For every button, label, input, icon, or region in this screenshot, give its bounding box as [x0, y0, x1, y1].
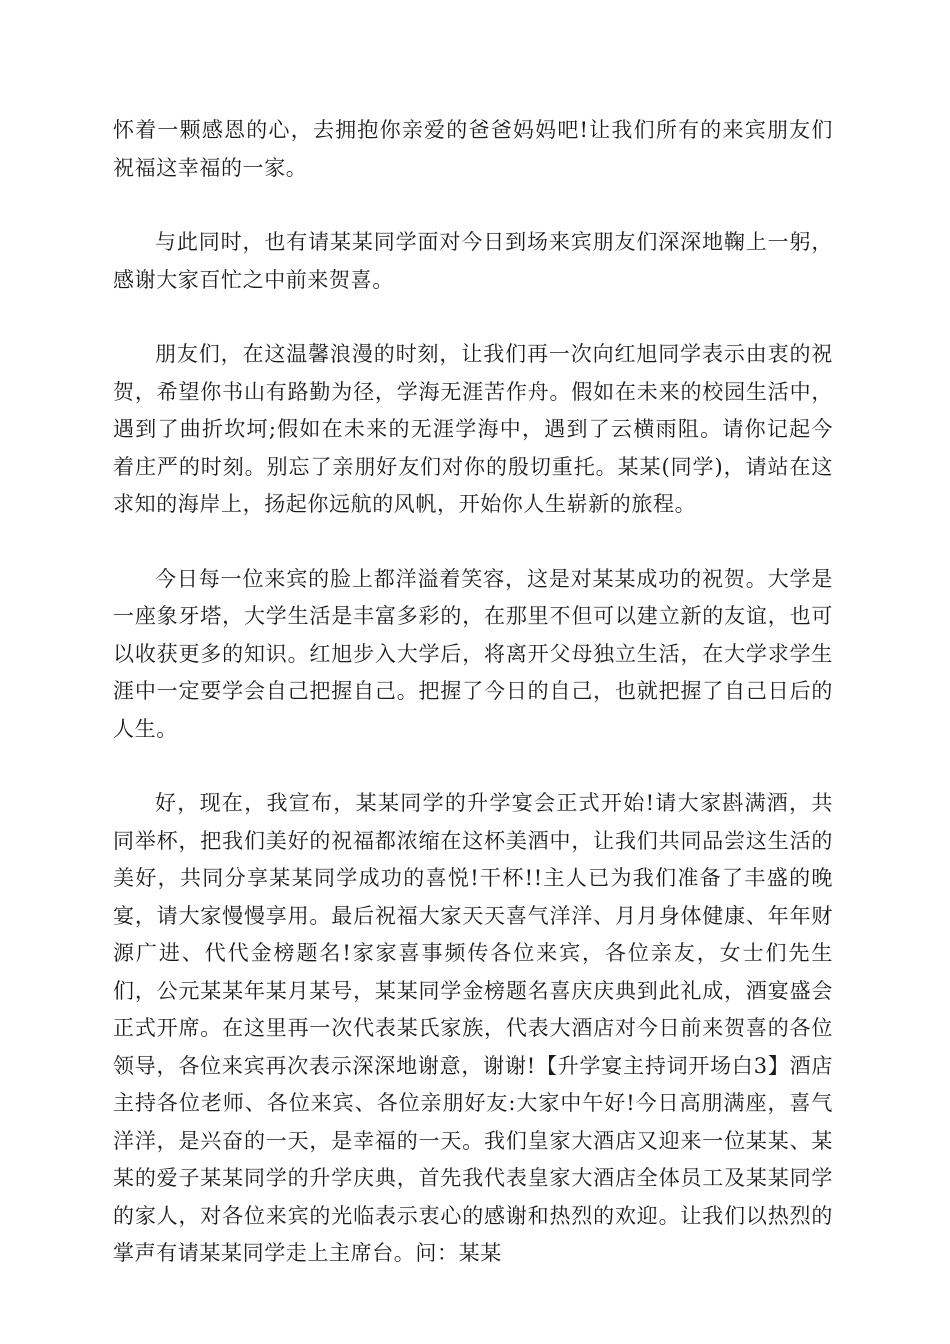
document-page [113, 112, 833, 1310]
paragraph-4: 今日每一位来宾的脸上都洋溢着笑容，这是对某某成功的祝贺。大学是一座象牙塔，大学生活是丰富多彩的，在那里不但可以建立新的友谊，也可以收获更多的知识。红旭步入大学后，将离开父母独立生活，在大学求学生涯中一定要学会自己把握自己。把握了今日的自己，也就把握了自己日后的人生。 [113, 566, 833, 741]
paragraph-1: 怀着一颗感恩的心，去拥抱你亲爱的爸爸妈妈吧!让我们所有的来宾朋友们祝福这幸福的一家。 [113, 118, 833, 180]
paragraph-5: 好，现在，我宣布，某某同学的升学宴会正式开始!请大家斟满酒，共同举杯，把我们美好的祝福都浓缩在这杯美酒中，让我们共同品尝这生活的美好，共同分享某某同学成功的喜悦!干杯!!主人已为我们准备了丰盛的晚宴，请大家慢慢享用。最后祝福大家天天喜气洋洋、月月身体健康、年年财源广进、代代金榜题名!家家喜事频传各位来宾，各位亲友，女士们先生们，公元某某年某月某号，某某同学金榜题名喜庆庆典到此礼成，酒宴盛会正式开席。在这里再一次代表某氏家族，代表大酒店对今日前来贺喜的各位领导，各位来宾再次表示深深地谢意，谢谢!【升学宴主持词开场白3】酒店主持各位老师、各位来宾、各位亲朋好友:大家中午好!今日高朋满座，喜气洋洋，是兴奋的一天，是幸福的一天。我们皇家大酒店又迎来一位某某、某某的爱子某某同学的升学庆典，首先我代表皇家大酒店全体员工及某某同学的家人，对各位来宾的光临表示衷心的感谢和热烈的欢迎。让我们以热烈的掌声有请某某同学走上主席台。问：某某 [113, 791, 833, 1265]
paragraph-2: 与此同时，也有请某某同学面对今日到场来宾朋友们深深地鞠上一躬，感谢大家百忙之中前来贺喜。 [113, 230, 833, 292]
paragraph-3: 朋友们，在这温馨浪漫的时刻，让我们再一次向红旭同学表示由衷的祝贺，希望你书山有路勤为径，学海无涯苦作舟。假如在未来的校园生活中，遇到了曲折坎坷;假如在未来的无涯学海中，遇到了云横雨阻。请你记起今着庄严的时刻。别忘了亲朋好友们对你的殷切重托。某某(同学)，请站在这求知的海岸上，扬起你远航的风帆，开始你人生崭新的旅程。 [113, 342, 833, 516]
